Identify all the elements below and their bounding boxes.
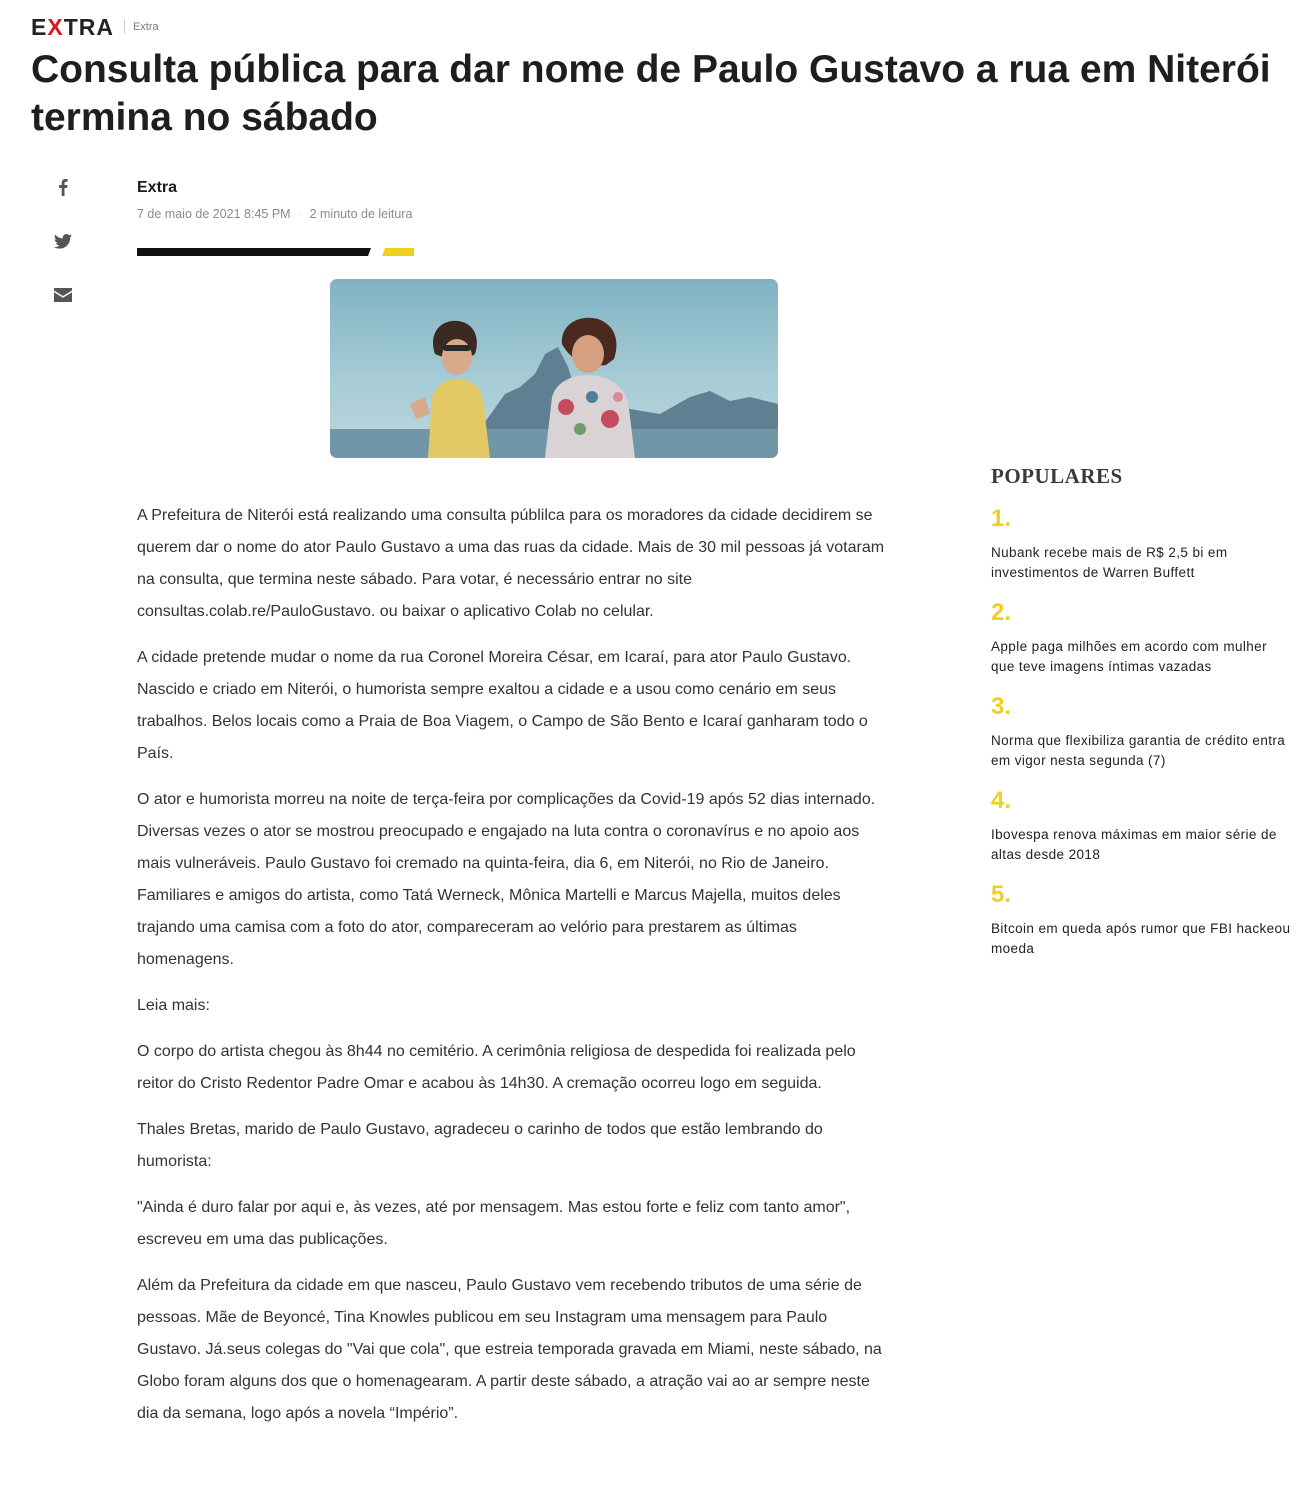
meta-separator: · <box>298 209 302 219</box>
facebook-icon <box>58 178 68 196</box>
twitter-icon <box>54 234 72 249</box>
article-paragraph: O corpo do artista chegou às 8h44 no cemitério. A cerimônia religiosa de despedida foi realizada pelo reitor do Cristo Redentor Padre Omar e acabou às 14h30. A cremação ocorreu logo em seguida. <box>137 1043 856 1092</box>
popular-rank: 4. <box>991 787 1012 814</box>
popular-link[interactable]: Apple paga milhões em acordo com mulher que teve imagens íntimas vazadas <box>991 639 1267 674</box>
read-more-label: Leia mais: <box>137 997 210 1014</box>
article-body <box>137 500 889 1444</box>
read-time: 2 minuto de leitura <box>309 207 413 221</box>
popular-rank: 1. <box>991 505 1012 532</box>
article-meta <box>137 207 412 221</box>
brand-bar <box>31 14 159 40</box>
popular-item <box>991 505 1291 583</box>
logo-letters-tra: TRA <box>63 13 114 40</box>
article-headline: Consulta pública para dar nome de Paulo Gustavo a rua em Niterói termina no sábado <box>31 48 1271 139</box>
popular-item <box>991 787 1291 865</box>
logo-letter-x: X <box>47 13 64 40</box>
section-link[interactable]: Extra <box>132 21 159 33</box>
article-paragraph: Além da Prefeitura da cidade em que nasceu, Paulo Gustavo vem recebendo tributos de uma série de pessoas. Mãe de Beyoncé, Tina Knowles publicou em seu Instagram uma mensagem para Paulo Gustavo. Já.seus colegas do "Vai que cola", que estreia temporada gravada em Miami, neste sábado, na Globo foram alguns dos que o homenagearam. A partir deste sábado, a atração vai ao ar sempre neste dia da semana, logo após a novela “Império”. <box>137 1277 882 1422</box>
share-facebook-button[interactable] <box>50 174 76 200</box>
popular-link[interactable]: Ibovespa renova máximas em maior série de altas desde 2018 <box>991 827 1277 862</box>
share-bar <box>50 174 76 336</box>
popular-rank: 2. <box>991 599 1012 626</box>
share-twitter-button[interactable] <box>50 228 76 254</box>
popular-title: POPULARES <box>991 464 1123 488</box>
popular-link[interactable]: Norma que flexibiliza garantia de crédito entra em vigor nesta segunda (7) <box>991 733 1286 768</box>
article-paragraph: Thales Bretas, marido de Paulo Gustavo, agradeceu o carinho de todos que estão lembrando do humorista: <box>137 1121 823 1170</box>
article-quote: "Ainda é duro falar por aqui e, às vezes, até por mensagem. Mas estou forte e feliz com tanto amor", escreveu em uma das publicações. <box>137 1199 851 1248</box>
article-paragraph: A cidade pretende mudar o nome da rua Coronel Moreira César, em Icaraí, para ator Paulo Gustavo. Nascido e criado em Niterói, o humorista sempre exaltou a cidade e a usou como cenário em seus trabalhos. Belos locais como a Praia de Boa Viagem, o Campo de São Bento e Icaraí ganharam todo o País. <box>137 649 868 762</box>
share-email-button[interactable] <box>50 282 76 308</box>
hero-image <box>330 279 778 458</box>
hero-photo-illustration <box>330 279 778 458</box>
popular-item <box>991 599 1291 677</box>
article-paragraph: O ator e humorista morreu na noite de terça-feira por complicações da Covid-19 após 52 dias internado. Diversas vezes o ator se mostrou preocupado e engajado na luta contra o coronavírus e no apoio aos mais vulneráveis. Paulo Gustavo foi cremado na quinta-feira, dia 6, em Niterói, no Rio de Janeiro. Familiares e amigos do artista, como Tatá Werneck, Mônica Martelli e Marcus Majella, muitos deles trajando uma camisa com a foto do ator, compareceram ao velório para prestarem as últimas homenagens. <box>137 791 876 968</box>
publish-date: 7 de maio de 2021 8:45 PM <box>137 207 291 221</box>
popular-rank: 5. <box>991 881 1012 908</box>
popular-rank: 3. <box>991 693 1012 720</box>
article-paragraph: A Prefeitura de Niterói está realizando uma consulta públilca para os moradores da cidade decidirem se querem dar o nome do ator Paulo Gustavo a uma das ruas da cidade. Mais de 30 mil pessoas já votaram na consulta, que termina neste sábado. Para votar, é necessário entrar no site consultas.colab.re/PauloGustavo. ou baixar o aplicativo Colab no celular. <box>137 507 885 620</box>
popular-item <box>991 881 1291 959</box>
popular-item <box>991 693 1291 771</box>
byline-divider <box>137 248 417 256</box>
brand-divider <box>124 20 125 34</box>
extra-logo[interactable] <box>31 14 114 41</box>
popular-sidebar <box>991 464 1291 959</box>
popular-link[interactable]: Nubank recebe mais de R$ 2,5 bi em investimentos de Warren Buffett <box>991 545 1228 580</box>
author-name[interactable]: Extra <box>137 179 178 196</box>
email-icon <box>54 288 72 302</box>
popular-link[interactable]: Bitcoin em queda após rumor que FBI hackeou moeda <box>991 921 1291 956</box>
logo-letter-e: E <box>31 13 48 40</box>
